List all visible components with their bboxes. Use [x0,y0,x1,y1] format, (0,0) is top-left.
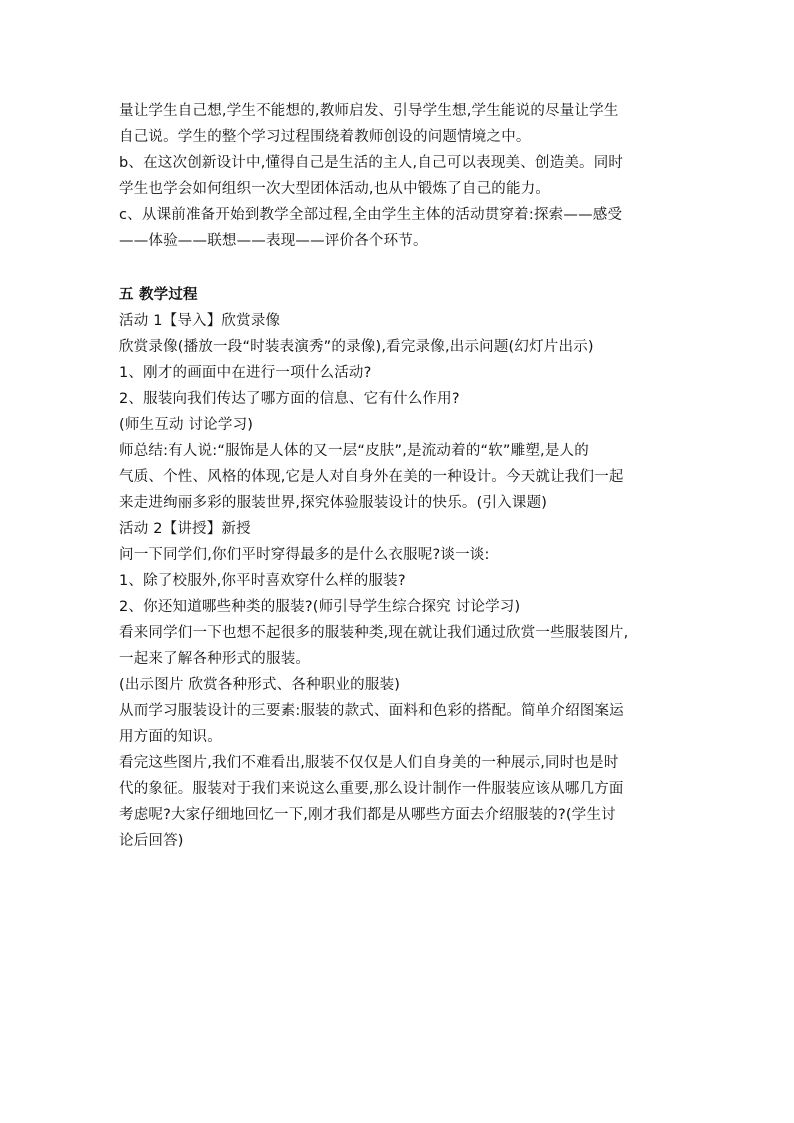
text-line: 用方面的知识。 [119,729,222,745]
text-line: 欣赏录像(播放一段“时装表演秀”的录像),看完录像,出示问题(幻灯片出示) [119,339,594,355]
text-line: 看完这些图片,我们不难看出,服装不仅仅是人们自身美的一种展示,同时也是时 [119,755,619,771]
text-line: 问一下同学们,你们平时穿得最多的是什么衣服呢?谈一谈: [119,547,490,563]
text-line: 代的象征。服装对于我们来说这么重要,那么设计制作一件服装应该从哪几方面 [119,781,624,797]
text-line: 看来同学们一下也想不起很多的服装种类,现在就让我们通过欣赏一些服装图片, [119,625,629,641]
text-line: 从而学习服装设计的三要素:服装的款式、面料和色彩的搭配。简单介绍图案运 [119,703,624,719]
question-item: 1、刚才的画面中在进行一项什么活动? [119,365,372,381]
document-page [119,98,684,854]
text-line: 论后回答) [119,833,184,849]
text-line: 师总结:有人说:“服饰是人体的又一层“皮肤”,是流动着的“软”雕塑,是人的 [119,443,589,459]
question-item: 1、除了校服外,你平时喜欢穿什么样的服装? [119,573,406,589]
text-line: 气质、个性、风格的体现,它是人对自身外在美的一种设计。今天就让我们一起 [119,469,624,485]
paragraph-gap [119,254,684,282]
text-line: 学生也学会如何组织一次大型团体活动,也从中锻炼了自己的能力。 [119,181,551,197]
text-line: (出示图片 欣赏各种形式、各种职业的服装) [119,677,401,693]
text-line: 来走进绚丽多彩的服装世界,探究体验服装设计的快乐。(引入课题) [119,495,548,511]
question-item: 2、你还知道哪些种类的服装?(师引导学生综合探究 讨论学习) [119,599,521,615]
text-line: 量让学生自己想,学生不能想的,教师启发、引导学生想,学生能说的尽量让学生 [119,103,619,119]
activity-1-title: 活动 1【导入】欣赏录像 [119,313,281,329]
text-line: 自己说。学生的整个学习过程围绕着教师创设的问题情境之中。 [119,129,531,145]
text-line: 一起来了解各种形式的服装。 [119,651,311,667]
text-line: (师生互动 讨论学习) [119,417,254,433]
text-line: c、从课前准备开始到教学全部过程,全由学生主体的活动贯穿着:探索——感受 [119,207,623,223]
activity-2-title: 活动 2【讲授】新授 [119,521,251,537]
section-heading: 五 教学过程 [119,287,198,303]
question-item: 2、服装向我们传达了哪方面的信息、它有什么作用? [119,391,460,407]
text-line: 考虑呢?大家仔细地回忆一下,刚才我们都是从哪些方面去介绍服装的?(学生讨 [119,807,616,823]
text-line: ——体验——联想——表现——评价各个环节。 [119,233,428,249]
text-line: b、在这次创新设计中,懂得自己是生活的主人,自己可以表现美、创造美。同时 [119,155,624,171]
